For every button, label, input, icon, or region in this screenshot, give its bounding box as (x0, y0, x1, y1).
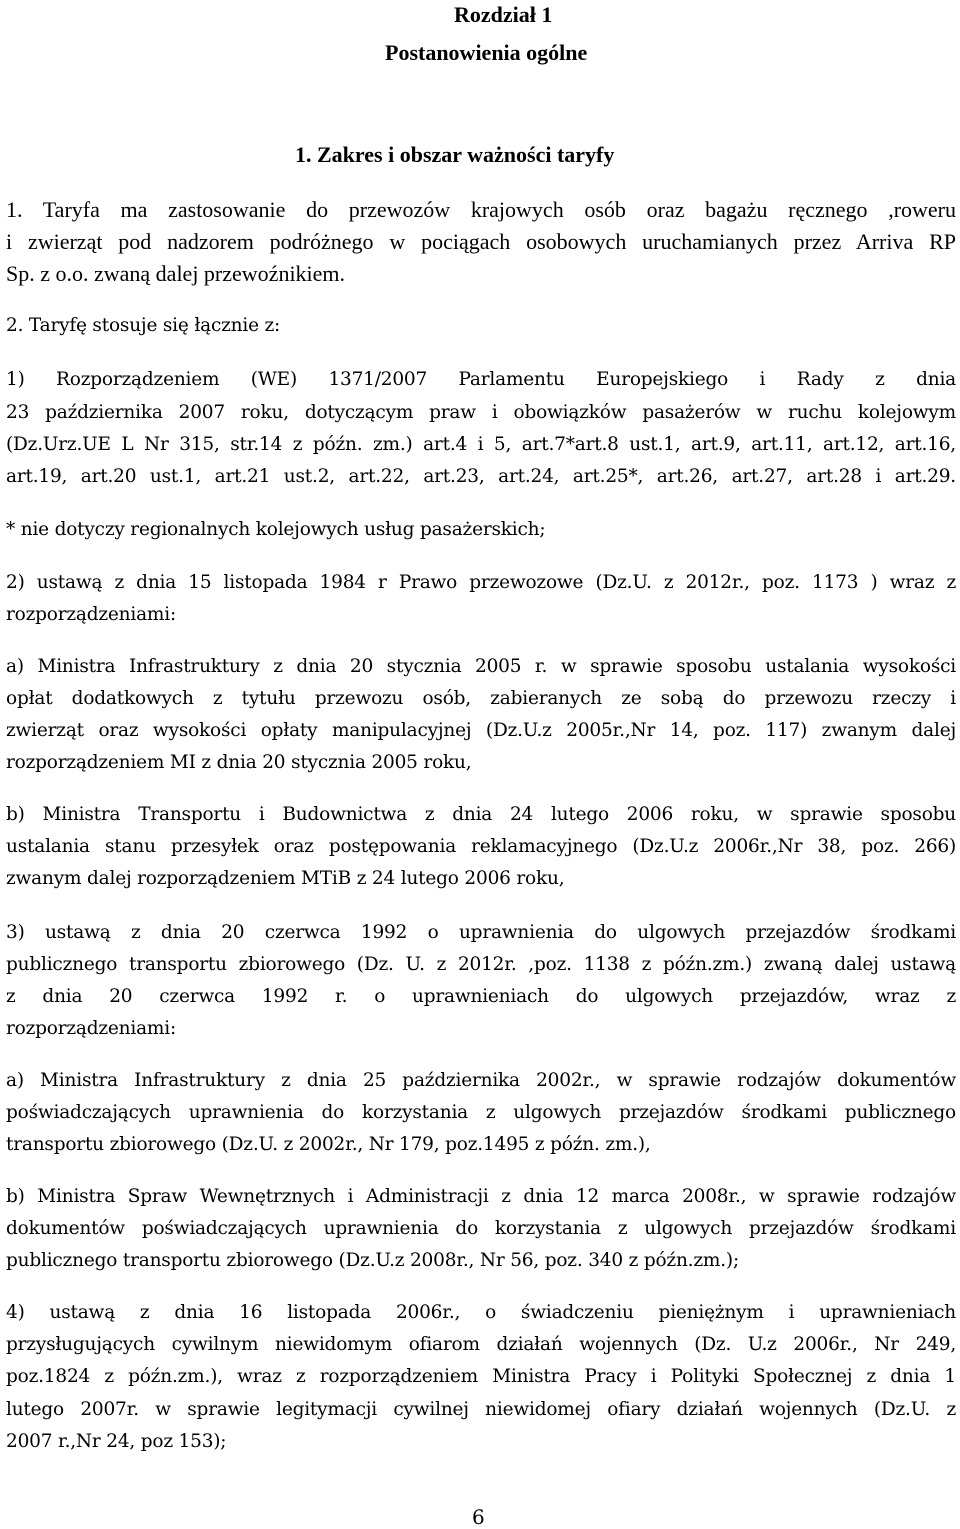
item2-line: 2) ustawą z dnia 15 listopada 1984 r Prawo przewozowe (Dz.U. z 2012r., poz. 1173 ) wraz z (6, 572, 956, 593)
item1-line: (Dz.Urz.UE L Nr 315, str.14 z późn. zm.) art.4 i 5, art.7*art.8 ust.1, art.9, art.11, art.12, art.16, (6, 434, 956, 455)
item3-line: rozporządzeniami: (6, 1018, 177, 1039)
item1-line: 23 października 2007 roku, dotyczącym praw i obowiązków pasażerów w ruchu kolejowym (6, 402, 956, 423)
item4-line: lutego 2007r. w sprawie legitymacji cywilnej niewidomej ofiary działań wojennych (Dz.U. z (6, 1399, 956, 1420)
item3-a-line: a) Ministra Infrastruktury z dnia 25 października 2002r., w sprawie rodzajów dokumentów (6, 1070, 956, 1091)
item2-a-line: zwierząt oraz wysokości opłaty manipulacyjnej (Dz.U.z 2005r.,Nr 14, poz. 117) zwanym dalej (6, 720, 956, 741)
chapter-title: Rozdział 1 (454, 2, 553, 27)
para1-line: i zwierząt pod nadzorem podróżnego w pociągach osobowych uruchamianych przez Arriva RP (6, 229, 956, 254)
item3-a-line: transportu zbiorowego (Dz.U. z 2002r., Nr 179, poz.1495 z późn. zm.), (6, 1134, 651, 1155)
item1-line: 1) Rozporządzeniem (WE) 1371/2007 Parlamentu Europejskiego i Rady z dnia (6, 369, 956, 390)
item4-line: poz.1824 z późn.zm.), wraz z rozporządzeniem Ministra Pracy i Polityki Społecznej z dnia 1 (6, 1366, 956, 1387)
item4-line: 2007 r.,Nr 24, poz 153); (6, 1431, 227, 1452)
item3-b-line: dokumentów poświadczających uprawnienia do korzystania z ulgowych przejazdów środkami (6, 1218, 956, 1239)
item3-line: 3) ustawą z dnia 20 czerwca 1992 o uprawnienia do ulgowych przejazdów środkami (6, 922, 956, 943)
page-number: 6 (472, 1505, 485, 1529)
item3-b-line: b) Ministra Spraw Wewnętrznych i Administracji z dnia 12 marca 2008r., w sprawie rodzajów (6, 1186, 956, 1207)
item1-note: * nie dotyczy regionalnych kolejowych usług pasażerskich; (6, 519, 546, 540)
item2-a-line: rozporządzeniem MI z dnia 20 stycznia 2005 roku, (6, 752, 472, 773)
item2-a-line: opłat dodatkowych z tytułu przewozu osób, zabieranych ze sobą do przewozu rzeczy i (6, 688, 956, 709)
item2-a-line: a) Ministra Infrastruktury z dnia 20 stycznia 2005 r. w sprawie sposobu ustalania wysokości (6, 656, 956, 677)
item2-b-line: ustalania stanu przesyłek oraz postępowania reklamacyjnego (Dz.U.z 2006r.,Nr 38, poz. 266) (6, 836, 956, 857)
item3-line: publicznego transportu zbiorowego (Dz. U. z 2012r. ,poz. 1138 z późn.zm.) zwaną dalej ustawą (6, 954, 956, 975)
para2-intro: 2. Taryfę stosuje się łącznie z: (6, 315, 281, 336)
section-heading (289, 142, 614, 168)
para1-line: Sp. z o.o. zwaną dalej przewoźnikiem. (6, 261, 346, 286)
item2-line: rozporządzeniami: (6, 604, 177, 625)
section-title: 1. Zakres i obszar ważności taryfy (295, 142, 615, 167)
item4-line: przysługujących cywilnym niewidomym ofiarom działań wojennych (Dz. U.z 2006r., Nr 249, (6, 1334, 956, 1355)
item3-line: z dnia 20 czerwca 1992 r. o uprawnieniach do ulgowych przejazdów, wraz z (6, 986, 956, 1007)
item3-b-line: publicznego transportu zbiorowego (Dz.U.z 2008r., Nr 56, poz. 340 z późn.zm.); (6, 1250, 739, 1271)
para1-line: 1. Taryfa ma zastosowanie do przewozów krajowych osób oraz bagażu ręcznego ,roweru (6, 197, 956, 222)
item3-a-line: poświadczających uprawnienia do korzystania z ulgowych przejazdów środkami publicznego (6, 1102, 956, 1123)
item2-b-line: b) Ministra Transportu i Budownictwa z dnia 24 lutego 2006 roku, w sprawie sposobu (6, 804, 956, 825)
item2-b-line: zwanym dalej rozporządzeniem MTiB z 24 lutego 2006 roku, (6, 868, 565, 889)
item4-line: 4) ustawą z dnia 16 listopada 2006r., o świadczeniu pieniężnym i uprawnieniach (6, 1302, 956, 1323)
chapter-subtitle: Postanowienia ogólne (385, 40, 588, 65)
item1-line: art.19, art.20 ust.1, art.21 ust.2, art.22, art.23, art.24, art.25*, art.26, art.27, art.28 i art.29. (6, 466, 956, 487)
